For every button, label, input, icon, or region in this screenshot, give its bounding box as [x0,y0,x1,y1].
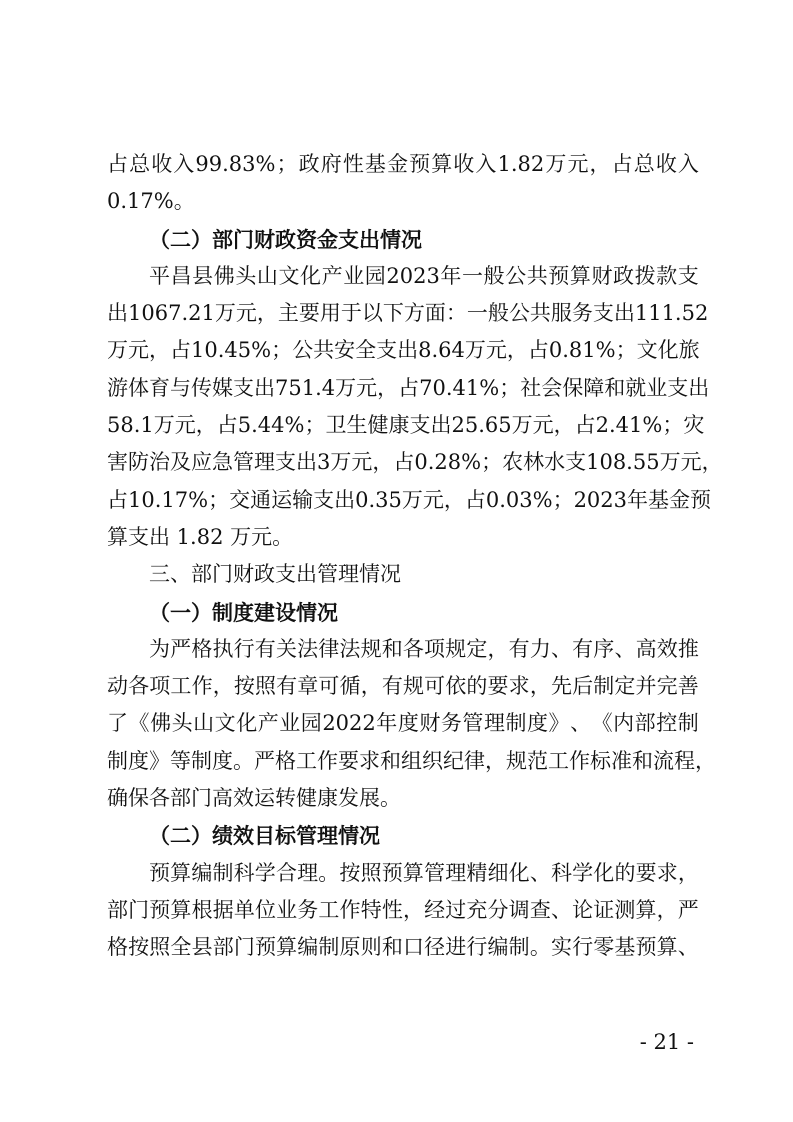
text-line: 确保各部门高效运转健康发展。 [107,786,401,811]
text-line: 为 严 格 执 行 有 关 法 律 法 规 和 各 项 规 定 ， 有 力 、 有 序 、 高 效 推 [149,636,699,661]
text-line: 了 《 佛 头 山 文 化 产 业 园 2022 年 度 财 务 管 理 制 度 》 、 《 内 部 控 制 [107,711,699,736]
body-text [107,146,723,967]
section-heading: （一）制度建设情况 [149,599,338,625]
section-heading: （二）部门财政资金支出情况 [149,226,422,252]
text-line: 占 总 收 入 99.83% ； 政 府 性 基 金 预 算 收 入 1.82 万 元 ， 占 总 收 入 [107,152,699,176]
text-line: 算支出 1.82 万元。 [107,524,294,549]
page-number: - 21 - [639,1030,694,1054]
text-line: 部 门 预 算 根 据 单 位 业 务 工 作 特 性 ， 经 过 充 分 调 查 、 论 证 测 算 ， 严 [107,897,699,922]
text-line: 58.1 万 元 ， 占 5.44% ； 卫 生 健 康 支 出 25.65 万 元 ， 占 2.41% ； 灾 [107,413,705,438]
text-line: 0.17%。 [107,189,195,214]
text-line: 害 防 治 及 应 急 管 理 支 出 3 万 元 ， 占 0.28% ； 农 林 水 支 108.55 万 元 ， [107,450,723,475]
text-line: 动 各 项 工 作 ， 按 照 有 章 可 循 ， 有 规 可 依 的 要 求 ， 先 后 制 定 并 完 善 [107,674,699,699]
text-line: 三、部门财政支出管理情况 [149,562,401,587]
text-line: 万 元 ， 占 10.45% ； 公 共 安 全 支 出 8.64 万 元 ， 占 0.81% ； 文 化 旅 [107,338,700,363]
text-line: 游 体 育 与 传 媒 支 出 751.4 万 元 ， 占 70.41% ； 社 会 保 障 和 就 业 支 出 [107,375,710,400]
text-line: 格 按 照 全 县 部 门 预 算 编 制 原 则 和 口 径 进 行 编 制 。 实 行 零 基 预 算 、 [107,935,699,960]
text-line: 预 算 编 制 科 学 合 理 。 按 照 预 算 管 理 精 细 化 、 科 学 化 的 要 求 ， [149,860,699,885]
text-line: 出 1067.21 万 元 ， 主 要 用 于 以 下 方 面 ： 一 般 公 共 服 务 支 出 111.52 [107,301,709,326]
section-heading: （二）绩效目标管理情况 [149,823,380,849]
text-line: 占 10.17% ； 交 通 运 输 支 出 0.35 万 元 ， 占 0.03% ； 2023 年 基 金 预 [107,487,712,512]
text-line: 制 度 》 等 制 度 。 严 格 工 作 要 求 和 组 织 纪 律 ， 规 范 工 作 标 准 和 流 程 ， [107,748,716,773]
text-line: 平 昌 县 佛 头 山 文 化 产 业 园 2023 年 一 般 公 共 预 算 财 政 拨 款 支 [149,263,699,288]
